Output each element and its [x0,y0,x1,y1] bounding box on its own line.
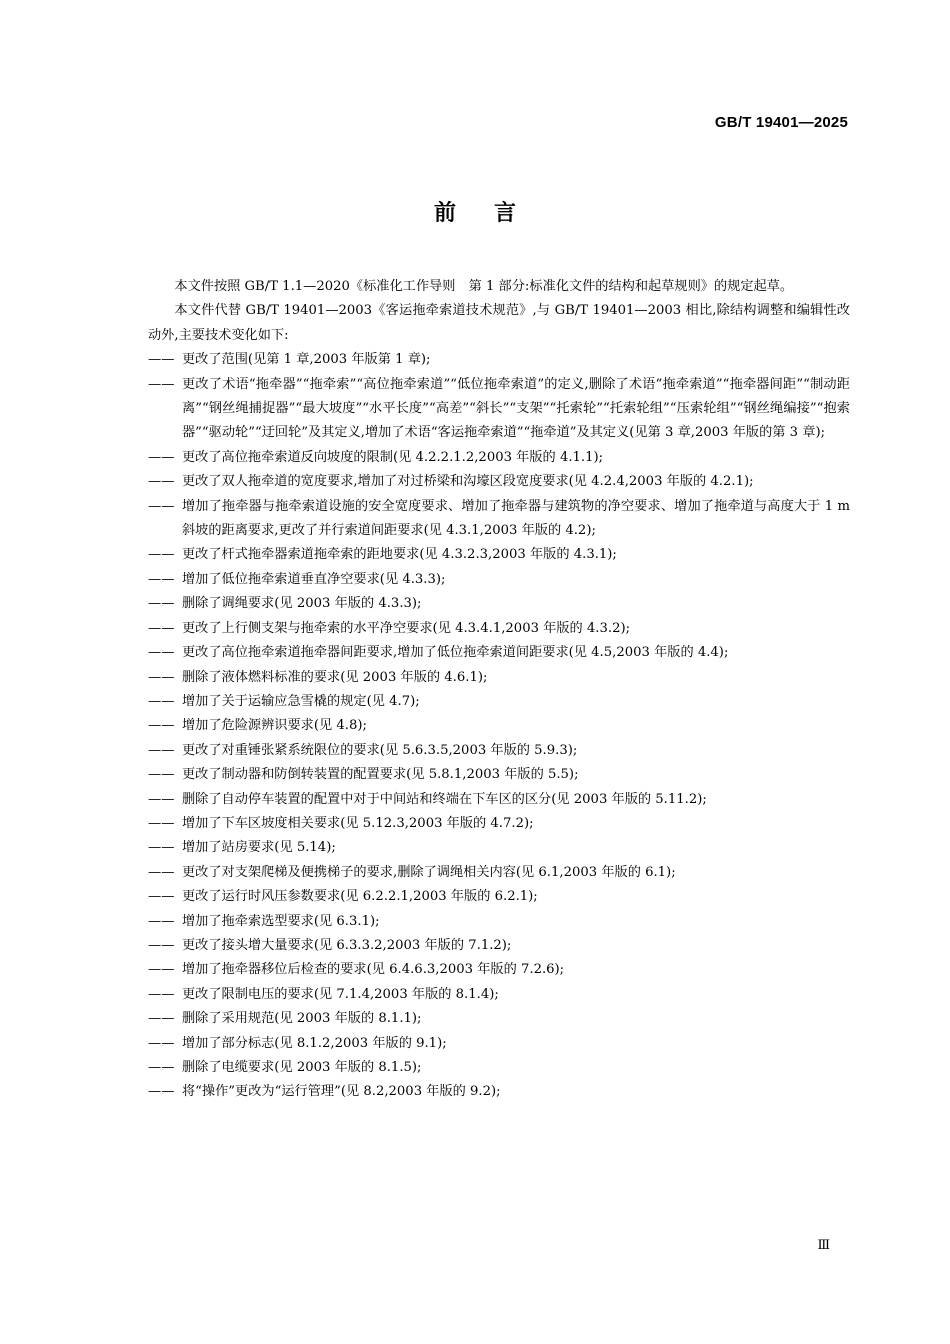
list-dash: —— [148,669,175,685]
list-item-text: 删除了自动停车装置的配置中对于中间站和终端在下车区的区分(见 2003 年版的 5.11.2); [182,791,707,807]
list-item-text: 增加了部分标志(见 8.1.2,2003 年版的 9.1); [182,1035,447,1051]
list-dash: —— [148,571,175,587]
list-dash: —— [148,913,175,929]
list-dash: —— [148,864,175,880]
list-item-text: 增加了危险源辨识要求(见 4.8); [182,718,367,734]
list-item [148,1032,850,1056]
list-item [148,470,850,494]
list-item-text: 增加了关于运输应急雪橇的规定(见 4.7); [182,693,420,709]
standard-code: GB/T 19401—2025 [714,114,848,131]
list-dash: —— [148,498,175,514]
list-item-text: 增加了拖牵器移位后检查的要求(见 6.4.6.3,2003 年版的 7.2.6); [182,962,565,978]
list-item [148,861,850,885]
list-dash: —— [148,1035,175,1051]
list-dash: —— [148,718,175,734]
list-dash: —— [148,937,175,953]
list-item [148,348,850,372]
list-item-text: 增加了拖牵器与拖牵索道设施的安全宽度要求、增加了拖牵器与建筑物的净空要求、增加了拖牵道与高度大于 1 m 斜坡的距离要求,更改了并行索道间距要求(见 4.3.1,2003 年版的 4.2); [182,498,850,539]
list-item [148,739,850,763]
list-item [148,617,850,641]
list-item-text: 将“操作”更改为“运行管理”(见 8.2,2003 年版的 9.2); [182,1084,501,1100]
list-item [148,543,850,567]
page-number: Ⅲ [817,1238,830,1253]
list-item-text: 更改了对重锤张紧系统限位的要求(见 5.6.3.5,2003 年版的 5.9.3); [182,742,578,758]
replacement-paragraph: 本文件代替 GB/T 19401—2003《客运拖牵索道技术规范》,与 GB/T 19401—2003 相比,除结构调整和编辑性改动外,主要技术变化如下: [148,303,850,343]
list-item [148,983,850,1007]
document-body [148,275,850,1105]
list-item-text: 更改了高位拖牵索道反向坡度的限制(见 4.2.2.1.2,2003 年版的 4.1.1); [182,449,604,465]
list-item [148,934,850,958]
list-dash: —— [148,352,175,368]
list-item-text: 更改了限制电压的要求(见 7.1.4,2003 年版的 8.1.4); [182,986,499,1002]
list-item [148,495,850,544]
list-item-text: 更改了双人拖牵道的宽度要求,增加了对过桥梁和沟壕区段宽度要求(见 4.2.4,2003 年版的 4.2.1); [182,474,754,490]
list-item-text: 更改了范围(见第 1 章,2003 年版第 1 章); [182,352,431,368]
list-item-text: 删除了液体燃料标准的要求(见 2003 年版的 4.6.1); [182,669,488,685]
list-dash: —— [148,1011,175,1027]
list-item [148,958,850,982]
list-item-text: 增加了下车区坡度相关要求(见 5.12.3,2003 年版的 4.7.2); [182,815,534,831]
list-item-text: 增加了站房要求(见 5.14); [182,840,336,856]
list-dash: —— [148,815,175,831]
list-dash: —— [148,596,175,612]
list-item-text: 更改了接头增大量要求(见 6.3.3.2,2003 年版的 7.1.2); [182,937,512,953]
list-dash: —— [148,449,175,465]
intro-paragraph: 本文件按照 GB/T 1.1—2020《标准化工作导则 第 1 部分:标准化文件的结构和起草规则》的规定起草。 [174,279,794,294]
list-item [148,1080,850,1104]
page-title: 前言 [433,201,554,226]
list-dash: —— [148,474,175,490]
list-item [148,690,850,714]
list-dash: —— [148,1060,175,1075]
list-item-text: 更改了制动器和防倒转装置的配置要求(见 5.8.1,2003 年版的 5.5); [182,767,579,783]
list-item [148,885,850,909]
list-item-text: 更改了杆式拖牵器索道拖牵索的距地要求(见 4.3.2.3,2003 年版的 4.3.1); [182,547,617,563]
list-item [148,1056,850,1080]
list-item [148,641,850,665]
list-dash: —— [148,645,175,661]
list-item [148,763,850,787]
list-item [148,910,850,934]
list-item-text: 删除了采用规范(见 2003 年版的 8.1.1); [182,1011,422,1027]
list-dash: —— [148,986,175,1002]
change-list [148,348,850,1105]
list-dash: —— [148,791,175,807]
list-dash: —— [148,620,175,636]
list-dash: —— [148,889,175,905]
list-dash: —— [148,1084,175,1100]
list-dash: —— [148,767,175,783]
list-item [148,592,850,616]
list-dash: —— [148,962,175,978]
list-item-text: 更改了对支架爬梯及便携梯子的要求,删除了调绳相关内容(见 6.1,2003 年版的 6.1); [182,864,676,880]
list-item [148,568,850,592]
list-item-text: 删除了调绳要求(见 2003 年版的 4.3.3); [182,596,422,612]
list-item [148,836,850,860]
list-dash: —— [148,547,175,563]
list-item-text: 删除了电缆要求(见 2003 年版的 8.1.5); [182,1060,422,1075]
list-item [148,446,850,470]
list-dash: —— [148,376,175,392]
list-item-text: 更改了高位拖牵索道拖牵器间距要求,增加了低位拖牵索道间距要求(见 4.5,2003 年版的 4.4); [182,645,729,661]
list-item [148,788,850,812]
list-dash: —— [148,840,175,856]
list-item [148,666,850,690]
list-item-text: 更改了术语“拖牵器”“拖牵索”“高位拖牵索道”“低位拖牵索道”的定义,删除了术语“拖牵索道”“拖牵器间距”“制动距离”“钢丝绳捕捉器”“最大坡度”“水平长度”“高差”“斜长”“支架”“托索轮”“托索轮组”“压索轮组”“钢丝绳编接”“抱索器”“驱动轮”“迂回轮”及其定义,增加了术语“客运拖牵索道”“拖牵道”及其定义(见第 3 章,2003 年版的第 3 章); [182,376,850,441]
list-item [148,373,850,446]
list-item [148,1007,850,1031]
list-item-text: 增加了低位拖牵索道垂直净空要求(见 4.3.3); [182,571,446,587]
list-dash: —— [148,742,175,758]
list-dash: —— [148,693,175,709]
list-item-text: 更改了运行时风压参数要求(见 6.2.2.1,2003 年版的 6.2.1); [182,889,538,905]
list-item-text: 增加了拖牵索选型要求(见 6.3.1); [182,913,380,929]
list-item-text: 更改了上行侧支架与拖牵索的水平净空要求(见 4.3.4.1,2003 年版的 4.3.2); [182,620,631,636]
list-item [148,812,850,836]
list-item [148,714,850,738]
